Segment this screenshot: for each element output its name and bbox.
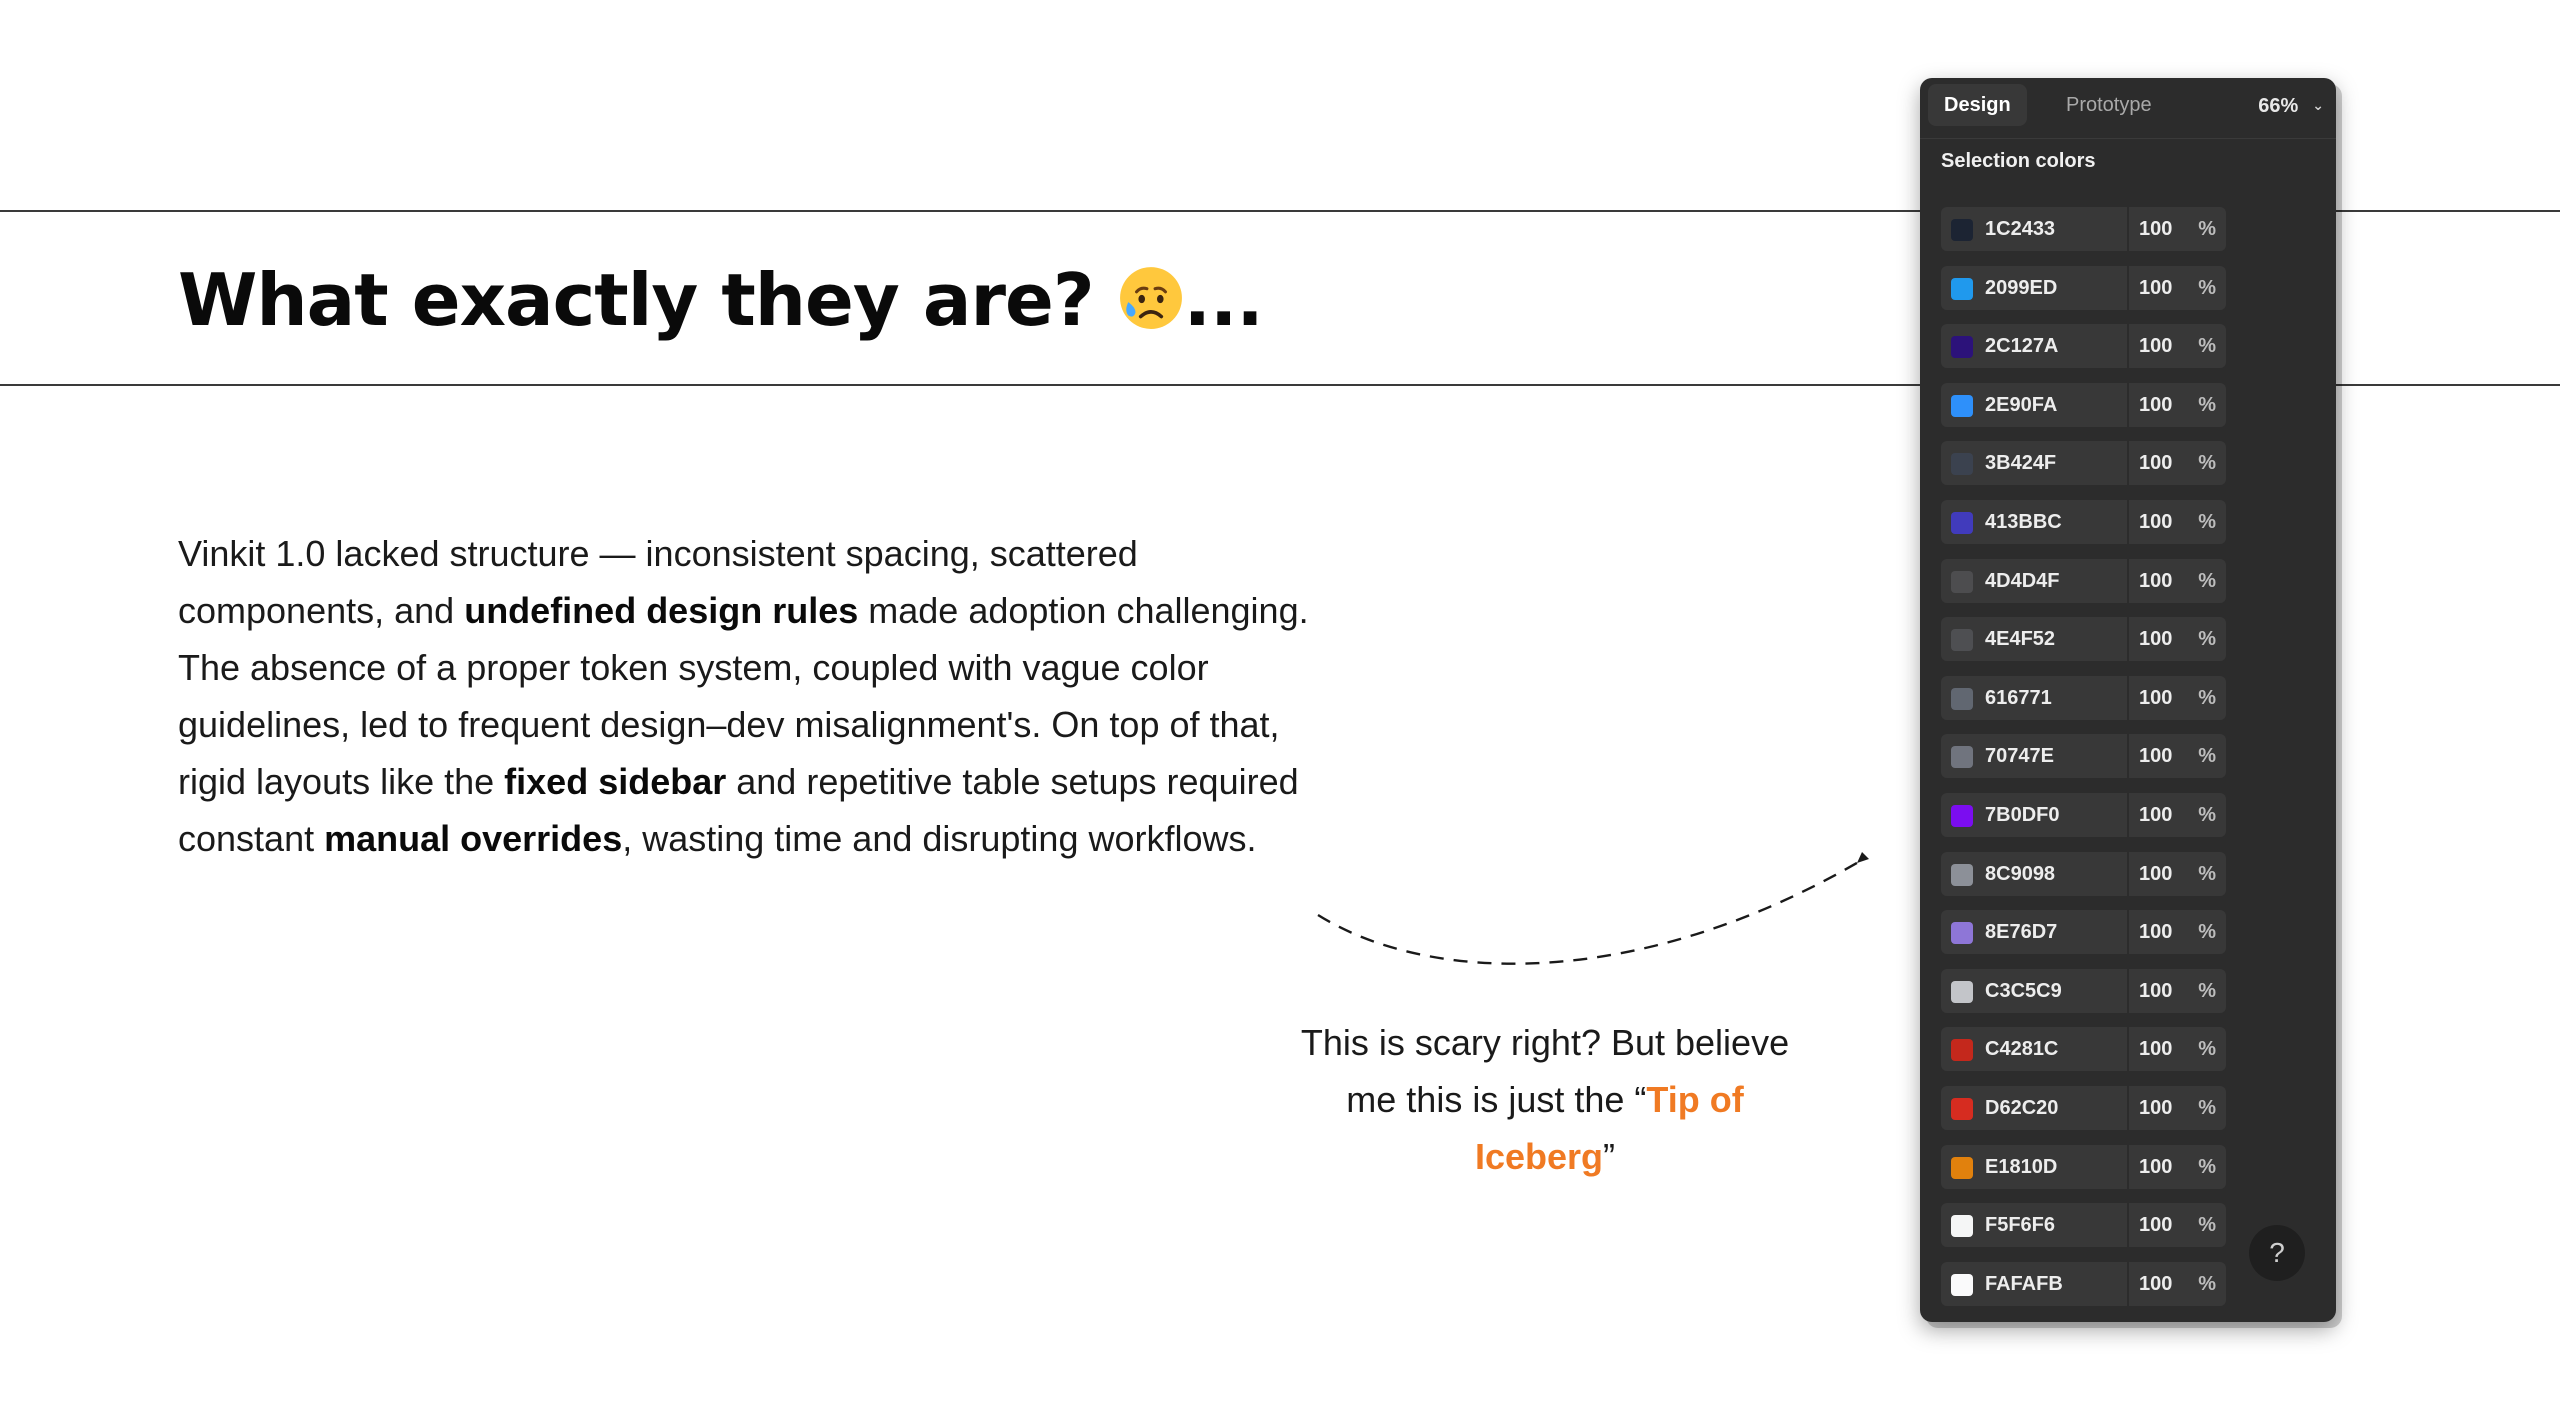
paragraph-text: , wasting time and disrupting workflows. [622,818,1257,859]
row-divider [2127,1203,2129,1247]
percent-symbol: % [2198,393,2216,416]
color-row[interactable] [1941,969,2226,1013]
color-row[interactable] [1941,1086,2226,1130]
color-swatch[interactable] [1951,629,1973,651]
color-hex-field[interactable] [1941,441,2127,485]
percent-symbol: % [2198,979,2216,1002]
color-swatch[interactable] [1951,1039,1973,1061]
color-opacity-field[interactable]: 100 [2139,1272,2173,1295]
color-hex-value: 2099ED [1985,276,2058,299]
color-swatch[interactable] [1951,512,1973,534]
color-swatch[interactable] [1951,278,1973,300]
row-divider [2127,324,2129,368]
percent-symbol: % [2198,921,2216,944]
panel-header [1920,78,2336,139]
row-divider [2127,559,2129,603]
color-row[interactable] [1941,1262,2226,1306]
color-hex-value: C3C5C9 [1985,979,2062,1002]
color-opacity-field[interactable]: 100 [2139,1214,2173,1237]
color-swatch[interactable] [1951,219,1973,241]
emphasis-fixed-sidebar: fixed sidebar [504,761,727,802]
page-title-text: What exactly they are? [178,258,1094,342]
color-row[interactable] [1941,1027,2226,1071]
color-swatch[interactable] [1951,805,1973,827]
emphasis-undefined-design-rules: undefined design rules [464,590,859,631]
color-swatch[interactable] [1951,864,1973,886]
color-hex-value: 7B0DF0 [1985,803,2060,826]
color-hex-value: 3B424F [1985,452,2057,475]
color-swatch[interactable] [1951,981,1973,1003]
percent-symbol: % [2198,745,2216,768]
color-swatch[interactable] [1951,1098,1973,1120]
color-hex-field[interactable] [1941,500,2127,544]
color-swatch[interactable] [1951,1157,1973,1179]
color-opacity-field[interactable]: 100 [2139,510,2173,533]
color-hex-field[interactable] [1941,852,2127,896]
zoom-dropdown[interactable] [2258,84,2324,126]
color-opacity-field[interactable]: 100 [2139,921,2173,944]
paragraph-text: made adoption challenging. The absence of a proper token system, coupled with vague color guidelines, led to frequent design–dev misalignment's. On top of that, rigid layouts like the [178,590,1309,802]
row-divider [2127,1262,2129,1306]
percent-symbol: % [2198,1155,2216,1178]
color-row[interactable] [1941,734,2226,778]
percent-symbol: % [2198,1038,2216,1061]
percent-symbol: % [2198,1272,2216,1295]
row-divider [2127,500,2129,544]
page-title-ellipsis: ... [1183,258,1263,342]
caption-line: This is scary right? But believe me this is just the [1300,1022,1790,1120]
color-hex-field[interactable] [1941,676,2127,720]
color-hex-value: 2C127A [1985,335,2059,358]
row-divider [2127,441,2129,485]
color-hex-field[interactable] [1941,969,2127,1013]
color-opacity-field[interactable]: 100 [2139,1038,2173,1061]
row-divider [2127,910,2129,954]
percent-symbol: % [2198,569,2216,592]
color-row[interactable] [1941,207,2226,251]
row-divider [2127,617,2129,661]
percent-symbol: % [2198,452,2216,475]
color-row[interactable] [1941,617,2226,661]
color-opacity-field[interactable]: 100 [2139,979,2173,1002]
percent-symbol: % [2198,803,2216,826]
color-opacity-field[interactable]: 100 [2139,686,2173,709]
help-button[interactable]: ? [2249,1225,2305,1281]
color-row[interactable] [1941,910,2226,954]
row-divider [2127,676,2129,720]
color-swatch[interactable] [1951,746,1973,768]
paragraph-text: Vinkit 1.0 lacked structure — inconsistent spacing, scattered components, and [178,533,1138,631]
percent-symbol: % [2198,686,2216,709]
color-swatch[interactable] [1951,688,1973,710]
percent-symbol: % [2198,510,2216,533]
color-opacity-field[interactable]: 100 [2139,452,2173,475]
color-swatch[interactable] [1951,453,1973,475]
color-swatch[interactable] [1951,336,1973,358]
emphasis-manual-overrides: manual overrides [324,818,623,859]
section-title: Selection colors [1941,150,2096,172]
tab-design[interactable]: Design [1928,84,2027,126]
row-divider [2127,266,2129,310]
color-hex-field[interactable] [1941,559,2127,603]
caption-text [1300,1014,1790,1185]
color-hex-field[interactable] [1941,1203,2127,1247]
color-hex-field[interactable] [1941,1262,2127,1306]
color-opacity-field[interactable]: 100 [2139,218,2173,240]
percent-symbol: % [2198,276,2216,299]
color-hex-value: 1C2433 [1985,218,2056,240]
color-opacity-field[interactable]: 100 [2139,335,2173,358]
selection-colors-list [1941,207,2226,1320]
color-hex-value: FAFAFB [1985,1272,2063,1295]
color-hex-value: 8E76D7 [1985,921,2058,944]
color-hex-value: 413BBC [1985,510,2062,533]
color-hex-value: 616771 [1985,686,2052,709]
color-swatch[interactable] [1951,1274,1973,1296]
percent-symbol: % [2198,335,2216,358]
row-divider [2127,1086,2129,1130]
color-row[interactable] [1941,852,2226,896]
percent-symbol: % [2198,218,2216,240]
color-opacity-field[interactable]: 100 [2139,1096,2173,1119]
color-row[interactable] [1941,266,2226,310]
paragraph-text: and repetitive table setups required constant [178,761,1299,859]
color-hex-field[interactable] [1941,1086,2127,1130]
color-row[interactable] [1941,1203,2226,1247]
row-divider [2127,793,2129,837]
color-hex-field[interactable] [1941,266,2127,310]
color-opacity-field[interactable]: 100 [2139,803,2173,826]
caption-open-quote: “ [1634,1079,1647,1120]
color-swatch[interactable] [1951,922,1973,944]
color-hex-value: 4D4D4F [1985,569,2060,592]
color-hex-field[interactable] [1941,207,2127,251]
color-swatch[interactable] [1951,395,1973,417]
caption-accent: Tip of Iceberg [1474,1079,1744,1177]
percent-symbol: % [2198,1096,2216,1119]
color-hex-value: D62C20 [1985,1096,2059,1119]
row-divider [2127,1145,2129,1189]
intro-paragraph [178,525,1318,867]
row-divider [2127,207,2129,251]
color-row[interactable] [1941,676,2226,720]
color-hex-value: F5F6F6 [1985,1214,2056,1237]
row-divider [2127,969,2129,1013]
color-opacity-field[interactable]: 100 [2139,276,2173,299]
row-divider [2127,383,2129,427]
zoom-value: 66% [2258,95,2299,117]
row-divider [2127,852,2129,896]
color-opacity-field[interactable]: 100 [2139,569,2173,592]
color-hex-value: 2E90FA [1985,393,2058,416]
dashed-arrow-icon [1310,840,1890,980]
color-hex-field[interactable] [1941,1145,2127,1189]
color-row[interactable] [1941,441,2226,485]
color-opacity-field[interactable]: 100 [2139,628,2173,651]
color-row[interactable] [1941,1145,2226,1189]
color-hex-value: 8C9098 [1985,862,2056,885]
color-swatch[interactable] [1951,571,1973,593]
color-hex-field[interactable] [1941,383,2127,427]
color-hex-field[interactable] [1941,734,2127,778]
color-hex-value: 4E4F52 [1985,628,2056,651]
sad-tear-face-icon [1118,265,1184,331]
color-hex-field[interactable] [1941,617,2127,661]
color-hex-field[interactable] [1941,324,2127,368]
color-hex-field[interactable] [1941,793,2127,837]
design-panel [1920,78,2336,1322]
percent-symbol: % [2198,862,2216,885]
color-hex-value: C4281C [1985,1038,2059,1061]
chevron-down-icon: ⌄ [2312,97,2324,113]
color-swatch[interactable] [1951,1215,1973,1237]
color-hex-field[interactable] [1941,910,2127,954]
color-opacity-field[interactable]: 100 [2139,393,2173,416]
tab-prototype[interactable]: Prototype [2066,94,2152,116]
row-divider [2127,1027,2129,1071]
color-hex-field[interactable] [1941,1027,2127,1071]
color-opacity-field[interactable]: 100 [2139,862,2173,885]
row-divider [2127,734,2129,778]
color-row[interactable] [1941,383,2226,427]
color-row[interactable] [1941,793,2226,837]
color-row[interactable] [1941,324,2226,368]
color-opacity-field[interactable]: 100 [2139,1155,2173,1178]
color-row[interactable] [1941,500,2226,544]
color-hex-value: E1810D [1985,1155,2058,1178]
percent-symbol: % [2198,628,2216,651]
percent-symbol: % [2198,1214,2216,1237]
color-hex-value: 70747E [1985,745,2054,768]
caption-close-quote: ” [1603,1136,1616,1177]
color-opacity-field[interactable]: 100 [2139,745,2173,768]
page-title [178,250,1263,350]
color-row[interactable] [1941,559,2226,603]
